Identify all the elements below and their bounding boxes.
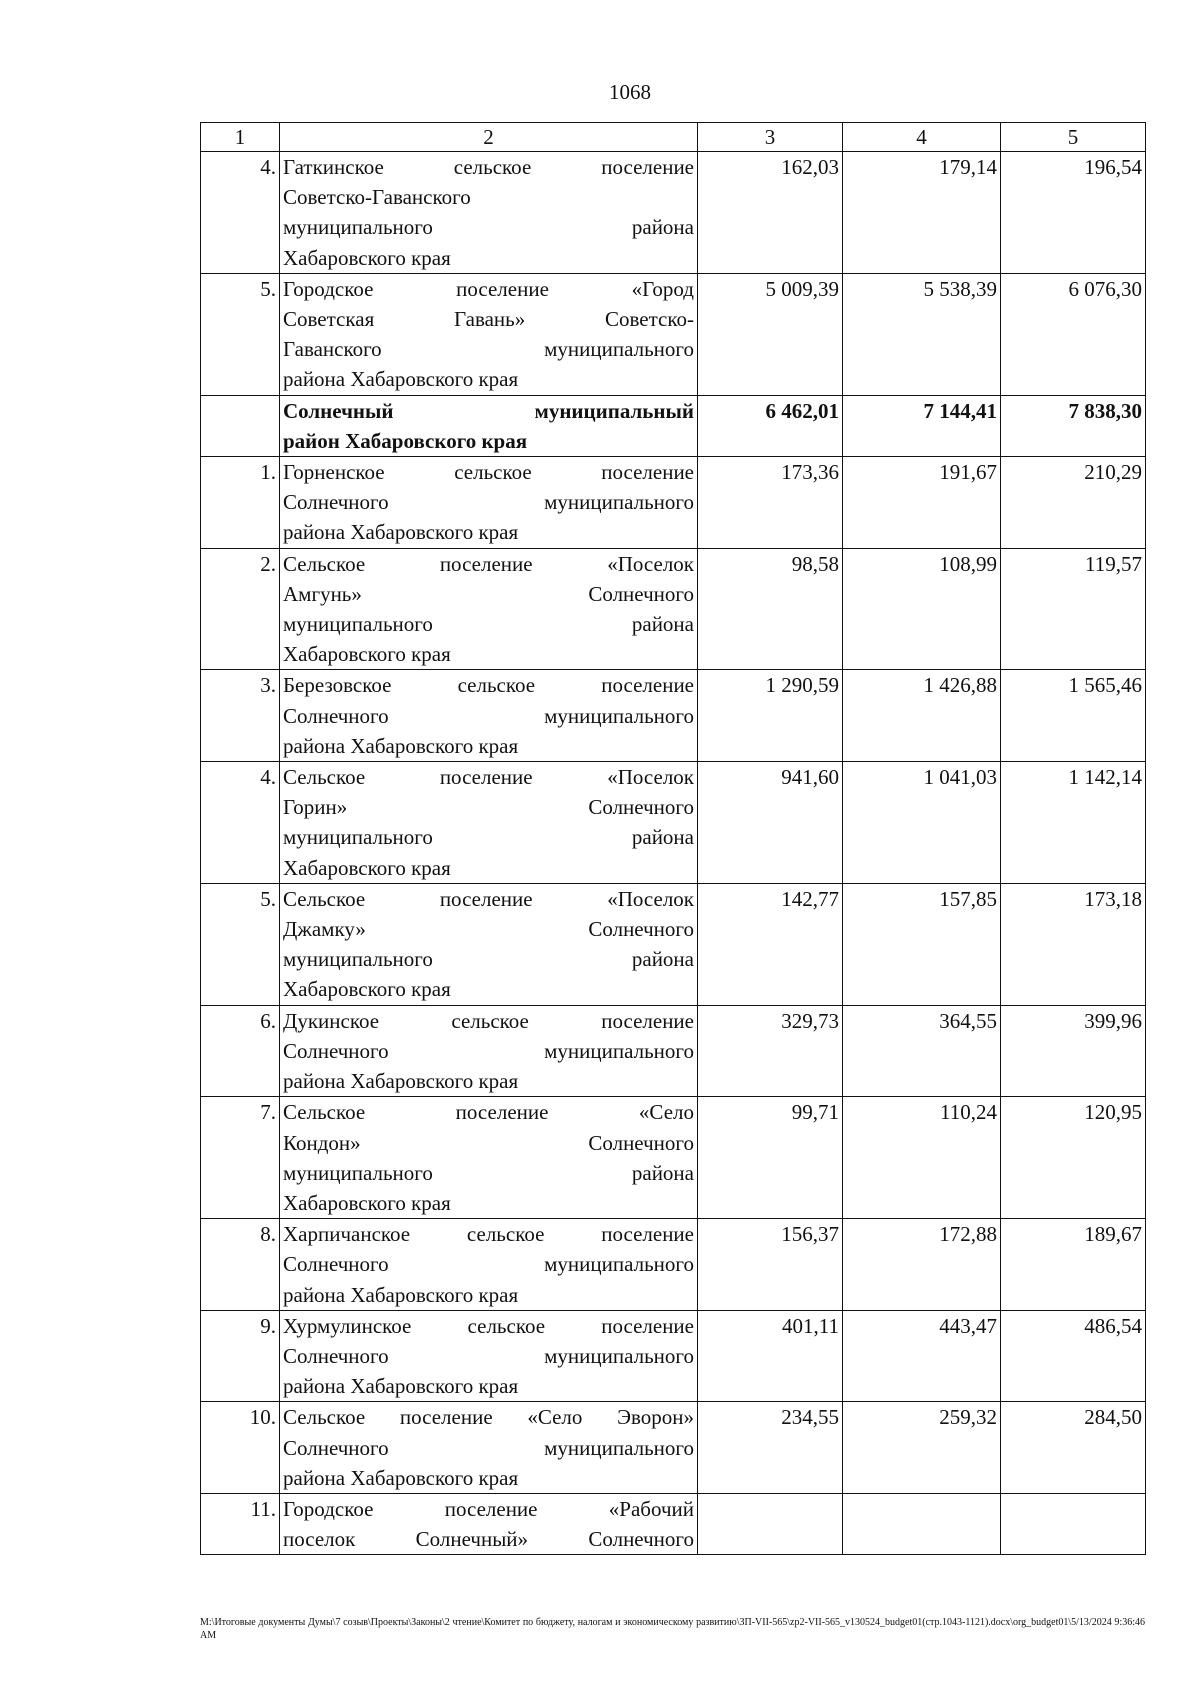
value-col-4: 443,47: [843, 1310, 1001, 1402]
settlement-name-line: Хабаровского края: [283, 642, 451, 667]
settlement-name-line: района Хабаровского края: [283, 1465, 519, 1490]
settlement-name: [280, 457, 698, 549]
settlement-name-line: Солнечного муниципального: [283, 1343, 694, 1368]
value-col-4: 1 426,88: [843, 670, 1001, 762]
row-number: 5.: [201, 883, 280, 1005]
settlement-name-line: Сельское поселение «Село: [283, 1100, 694, 1125]
settlement-name-line: Солнечный муниципальный: [283, 398, 694, 423]
table-row: [201, 1219, 1146, 1311]
settlement-name-line: Советско-Гаванского: [283, 185, 471, 210]
settlement-name: [280, 670, 698, 762]
settlement-name-line: Сельское поселение «Село Эворон»: [283, 1405, 694, 1430]
table-row: [201, 1005, 1146, 1097]
settlement-name-line: Хабаровского края: [283, 977, 451, 1002]
settlement-name-line: Горин» Солнечного: [283, 795, 694, 820]
value-col-4: 5 538,39: [843, 273, 1001, 395]
value-col-3: 6 462,01: [698, 395, 843, 456]
settlement-name-line: Солнечного муниципального: [283, 490, 694, 515]
settlement-name-line: Гаванского муниципального: [283, 337, 694, 362]
table-row: [201, 1493, 1146, 1554]
budget-table: [200, 122, 1146, 1555]
value-col-5: 210,29: [1001, 457, 1146, 549]
settlement-name-line: района Хабаровского края: [283, 367, 519, 392]
value-col-5: 119,57: [1001, 548, 1146, 670]
settlement-name-line: Солнечного муниципального: [283, 703, 694, 728]
settlement-name: [280, 273, 698, 395]
value-col-3: [698, 1493, 843, 1554]
value-col-4: 179,14: [843, 152, 1001, 274]
value-col-4: 1 041,03: [843, 762, 1001, 884]
header-col-2: 2: [280, 123, 698, 152]
table-row: [201, 762, 1146, 884]
value-col-5: 1 142,14: [1001, 762, 1146, 884]
settlement-name: [280, 1493, 698, 1554]
value-col-4: 7 144,41: [843, 395, 1001, 456]
value-col-5: 284,50: [1001, 1402, 1146, 1494]
row-number: 1.: [201, 457, 280, 549]
settlement-name-line: Сельское поселение «Поселок: [283, 765, 694, 790]
value-col-3: 156,37: [698, 1219, 843, 1311]
settlement-name-line: Джамку» Солнечного: [283, 917, 694, 942]
table-row: [201, 1310, 1146, 1402]
settlement-name-line: муниципального района: [283, 825, 694, 850]
settlement-name-line: поселок Солнечный» Солнечного: [283, 1527, 694, 1552]
table-row: [201, 883, 1146, 1005]
table-row: [201, 457, 1146, 549]
value-col-4: 157,85: [843, 883, 1001, 1005]
value-col-4: [843, 1493, 1001, 1554]
settlement-name: [280, 1310, 698, 1402]
value-col-3: 1 290,59: [698, 670, 843, 762]
value-col-5: 486,54: [1001, 1310, 1146, 1402]
value-col-3: 941,60: [698, 762, 843, 884]
value-col-4: 259,32: [843, 1402, 1001, 1494]
settlement-name-line: Солнечного муниципального: [283, 1038, 694, 1063]
settlement-name-line: Березовское сельское поселение: [283, 673, 694, 698]
settlement-name: [280, 1219, 698, 1311]
value-col-3: 99,71: [698, 1097, 843, 1219]
table-row: [201, 1097, 1146, 1219]
value-col-3: 401,11: [698, 1310, 843, 1402]
row-number: 6.: [201, 1005, 280, 1097]
value-col-4: 110,24: [843, 1097, 1001, 1219]
settlement-name: [280, 883, 698, 1005]
table-row: [201, 670, 1146, 762]
settlement-name: [280, 762, 698, 884]
value-col-5: 7 838,30: [1001, 395, 1146, 456]
header-col-3: 3: [698, 123, 843, 152]
settlement-name-line: муниципального района: [283, 612, 694, 637]
settlement-name-line: Хурмулинское сельское поселение: [283, 1313, 694, 1338]
table-row: [201, 395, 1146, 456]
settlement-name-line: муниципального района: [283, 215, 694, 240]
settlement-name-line: Солнечного муниципального: [283, 1252, 694, 1277]
value-col-3: 98,58: [698, 548, 843, 670]
row-number: 8.: [201, 1219, 280, 1311]
value-col-5: 189,67: [1001, 1219, 1146, 1311]
row-number: 10.: [201, 1402, 280, 1494]
value-col-5: 120,95: [1001, 1097, 1146, 1219]
table-row: [201, 548, 1146, 670]
value-col-5: 196,54: [1001, 152, 1146, 274]
row-number: 5.: [201, 273, 280, 395]
value-col-5: 6 076,30: [1001, 273, 1146, 395]
row-number: 2.: [201, 548, 280, 670]
value-col-5: 399,96: [1001, 1005, 1146, 1097]
settlement-name-line: Кондон» Солнечного: [283, 1130, 694, 1155]
document-path-footer: M:\Итоговые документы Думы\7 созыв\Проекты\Законы\2 чтение\Комитет по бюджету, налогам и экономическому развитию\ЗП-VII-565\zp2-VII-565_v130524_budget01(стр.1043-1121).docx\org_budget01\5/13/2024 9:36:46 AM: [200, 1617, 1145, 1641]
row-number: 11.: [201, 1493, 280, 1554]
settlement-name-line: Дукинское сельское поселение: [283, 1008, 694, 1033]
settlement-name: [280, 395, 698, 456]
value-col-5: 1 565,46: [1001, 670, 1146, 762]
settlement-name-line: Сельское поселение «Поселок: [283, 886, 694, 911]
settlement-name: [280, 152, 698, 274]
table-row: [201, 273, 1146, 395]
row-number: 3.: [201, 670, 280, 762]
settlement-name: [280, 1097, 698, 1219]
settlement-name-line: Городское поселение «Город: [283, 276, 694, 301]
value-col-3: 162,03: [698, 152, 843, 274]
row-number: 4.: [201, 152, 280, 274]
settlement-name: [280, 1402, 698, 1494]
header-col-1: 1: [201, 123, 280, 152]
settlement-name-line: района Хабаровского края: [283, 1374, 519, 1399]
settlement-name-line: Сельское поселение «Поселок: [283, 551, 694, 576]
value-col-3: 173,36: [698, 457, 843, 549]
settlement-name-line: Хабаровского края: [283, 855, 451, 880]
settlement-name-line: района Хабаровского края: [283, 520, 519, 545]
value-col-4: 364,55: [843, 1005, 1001, 1097]
settlement-name: [280, 1005, 698, 1097]
table-row: [201, 1402, 1146, 1494]
row-number: 7.: [201, 1097, 280, 1219]
header-row: [201, 123, 1146, 152]
value-col-5: 173,18: [1001, 883, 1146, 1005]
settlement-name-line: района Хабаровского края: [283, 1282, 519, 1307]
settlement-name-line: Советская Гавань» Советско-: [283, 307, 694, 332]
settlement-name-line: Солнечного муниципального: [283, 1435, 694, 1460]
settlement-name-line: район Хабаровского края: [283, 428, 528, 453]
row-number: 9.: [201, 1310, 280, 1402]
value-col-4: 108,99: [843, 548, 1001, 670]
value-col-3: 234,55: [698, 1402, 843, 1494]
settlement-name-line: муниципального района: [283, 1160, 694, 1185]
value-col-4: 191,67: [843, 457, 1001, 549]
row-number: 4.: [201, 762, 280, 884]
value-col-3: 329,73: [698, 1005, 843, 1097]
settlement-name-line: Городское поселение «Рабочий: [283, 1496, 694, 1521]
value-col-5: [1001, 1493, 1146, 1554]
header-col-5: 5: [1001, 123, 1146, 152]
settlement-name-line: района Хабаровского края: [283, 1069, 519, 1094]
value-col-3: 142,77: [698, 883, 843, 1005]
table-body: [201, 152, 1146, 1555]
value-col-3: 5 009,39: [698, 273, 843, 395]
settlement-name-line: района Хабаровского края: [283, 733, 519, 758]
settlement-name: [280, 548, 698, 670]
settlement-name-line: Харпичанское сельское поселение: [283, 1222, 694, 1247]
page-number: 1068: [609, 80, 651, 104]
settlement-name-line: Гаткинское сельское поселение: [283, 155, 694, 179]
header-col-4: 4: [843, 123, 1001, 152]
value-col-4: 172,88: [843, 1219, 1001, 1311]
settlement-name-line: муниципального района: [283, 947, 694, 972]
table-row: [201, 152, 1146, 274]
settlement-name-line: Горненское сельское поселение: [283, 460, 694, 485]
settlement-name-line: Амгунь» Солнечного: [283, 581, 694, 606]
settlement-name-line: Хабаровского края: [283, 245, 451, 270]
row-number: [201, 395, 280, 456]
settlement-name-line: Хабаровского края: [283, 1190, 451, 1215]
